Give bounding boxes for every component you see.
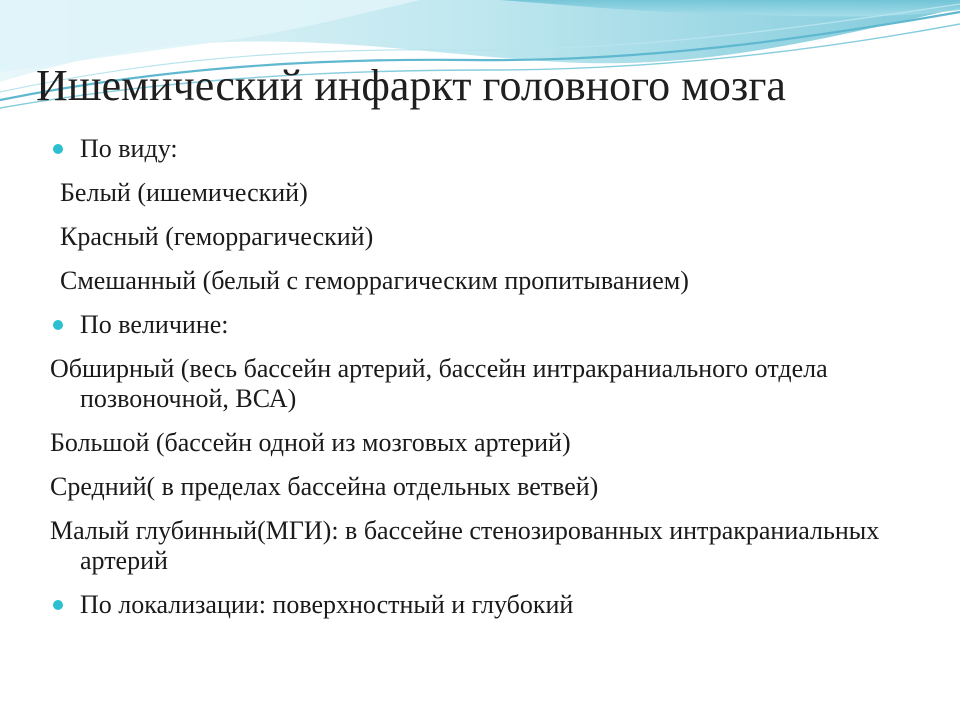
list-item-text: Смешанный (белый с геморрагическим пропитыванием) bbox=[60, 266, 689, 295]
list-item bbox=[50, 516, 910, 576]
list-item bbox=[50, 590, 930, 634]
bullet-icon bbox=[53, 144, 63, 154]
list-item-text: Малый глубинный(МГИ): в бассейне стенозированных интракраниальных артерий bbox=[50, 516, 880, 575]
list-item bbox=[50, 428, 930, 472]
list-item-text: По величине: bbox=[80, 310, 229, 339]
list-item bbox=[50, 472, 930, 516]
bullet-icon bbox=[53, 320, 63, 330]
list-item bbox=[50, 266, 930, 310]
list-item bbox=[50, 310, 930, 354]
list-item bbox=[50, 134, 930, 178]
list-item-text: Обширный (весь бассейн артерий, бассейн интракраниального отдела позвоночной, ВСА) bbox=[50, 354, 828, 413]
slide-title: Ишемический инфаркт головного мозга bbox=[36, 61, 786, 110]
list-item-text: Большой (бассейн одной из мозговых артерий) bbox=[50, 428, 571, 457]
list-item bbox=[50, 354, 840, 414]
list-item-text: Белый (ишемический) bbox=[60, 178, 308, 207]
list-item-text: По виду: bbox=[80, 134, 178, 163]
slide-content bbox=[50, 134, 930, 634]
list-item bbox=[50, 178, 930, 222]
bullet-icon bbox=[53, 600, 63, 610]
list-item bbox=[50, 222, 930, 266]
list-item-text: По локализации: поверхностный и глубокий bbox=[80, 590, 574, 619]
list-item-text: Средний( в пределах бассейна отдельных ветвей) bbox=[50, 472, 599, 501]
list-item-text: Красный (геморрагический) bbox=[60, 222, 374, 251]
